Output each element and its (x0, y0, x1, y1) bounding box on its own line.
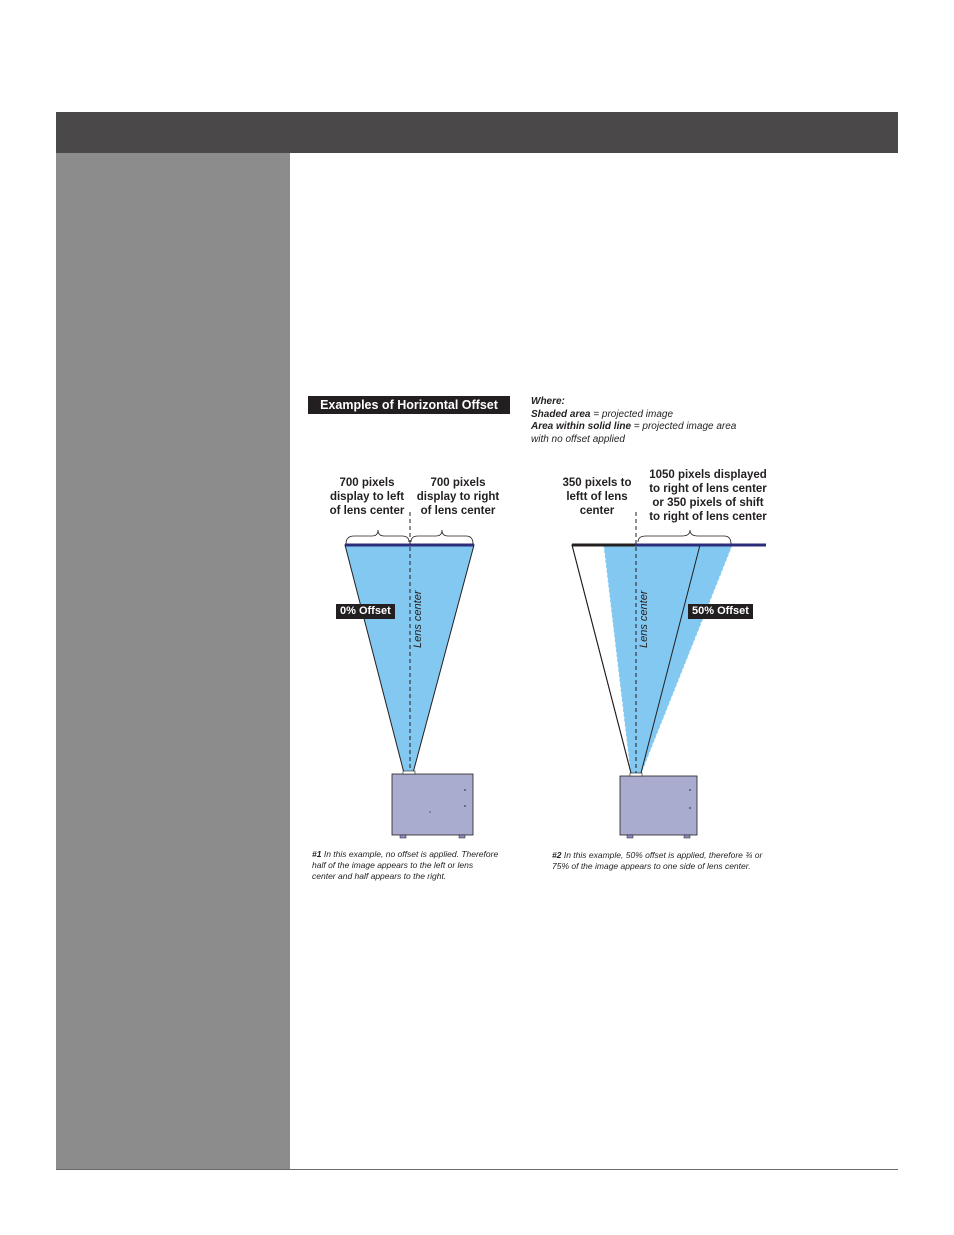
ex1-caption-line: In this example, no offset is applied. Therefore (321, 849, 499, 859)
ex2-projector-screw (689, 807, 691, 809)
ex2-caption-line: 75% of the image appears to one side of lens center. (552, 861, 751, 871)
ex2-projector-lens (630, 773, 642, 776)
ex2-left-label-line: 350 pixels to (562, 477, 632, 489)
ex1-left-label-line: 700 pixels (339, 477, 395, 489)
offset-diagram-svg (290, 380, 810, 900)
ex1-right-label-line: 700 pixels (430, 477, 486, 489)
ex1-offset-tag: 0% Offset (336, 604, 395, 619)
ex2-right-label-line: or 350 pixels of shift (652, 497, 764, 509)
ex2-caption-line: In this example, 50% offset is applied, therefore ¾ or (561, 850, 763, 860)
ex1-left-label-line: display to left (329, 491, 405, 503)
ex1-right-label-line: of lens center (420, 505, 496, 517)
ex1-projector-screw (464, 789, 466, 791)
ex1-projector-screw (429, 811, 431, 813)
ex1-projector-foot-left (400, 835, 406, 838)
ex2-projector-screw (689, 789, 691, 791)
ex1-projector-body (392, 774, 473, 835)
legend-solid-key: Area within solid line (531, 421, 632, 432)
figure-legend (531, 396, 736, 446)
ex2-caption-num: #2 (552, 850, 562, 860)
ex2-left-label (552, 476, 642, 518)
figure-title: Examples of Horizontal Offset (308, 396, 510, 414)
ex1-right-label (410, 476, 506, 518)
ex1-right-label-line: display to right (416, 491, 500, 503)
ex2-projector-body (620, 776, 697, 835)
ex1-left-brace (346, 530, 409, 544)
ex1-left-label-line: of lens center (329, 505, 405, 517)
ex1-caption-num: #1 (312, 849, 322, 859)
ex1-caption-line: center and half appears to the right. (312, 871, 447, 881)
ex2-right-brace (638, 530, 731, 544)
ex1-projector-lens (403, 771, 415, 774)
legend-where: Where: (531, 396, 565, 407)
ex2-right-label-line: to right of lens center (649, 511, 767, 523)
ex2-right-label-line: 1050 pixels displayed (649, 469, 767, 481)
ex1-lens-center-label: Lens center (412, 590, 424, 648)
ex1-right-brace (411, 530, 473, 544)
header-bar (56, 112, 898, 153)
ex2-left-label-line: center (579, 505, 615, 517)
ex1-caption (312, 849, 532, 882)
ex2-projector-foot-right (684, 835, 690, 838)
ex1-caption-line: half of the image appears to the left or lens (312, 860, 474, 870)
legend-solid-value-2: with no offset applied (531, 433, 625, 445)
legend-solid-value: = projected image area (631, 421, 737, 432)
ex2-projector-foot-left (627, 835, 633, 838)
side-panel (56, 153, 290, 1170)
ex2-lens-center-label: Lens center (638, 590, 650, 648)
ex2-left-label-line: leftt of lens (566, 491, 628, 503)
horizontal-offset-figure (290, 380, 810, 900)
ex2-right-label-line: to right of lens center (649, 483, 767, 495)
ex2-caption (552, 850, 808, 872)
legend-shaded-value: = projected image (590, 408, 674, 420)
ex2-offset-tag: 50% Offset (688, 604, 753, 619)
legend-shaded-key: Shaded area (531, 408, 591, 420)
footer-rule (56, 1169, 898, 1170)
ex1-projector-foot-right (459, 835, 465, 838)
ex1-left-label (324, 476, 410, 518)
ex2-right-label (642, 468, 774, 524)
ex1-projector-screw (464, 805, 466, 807)
